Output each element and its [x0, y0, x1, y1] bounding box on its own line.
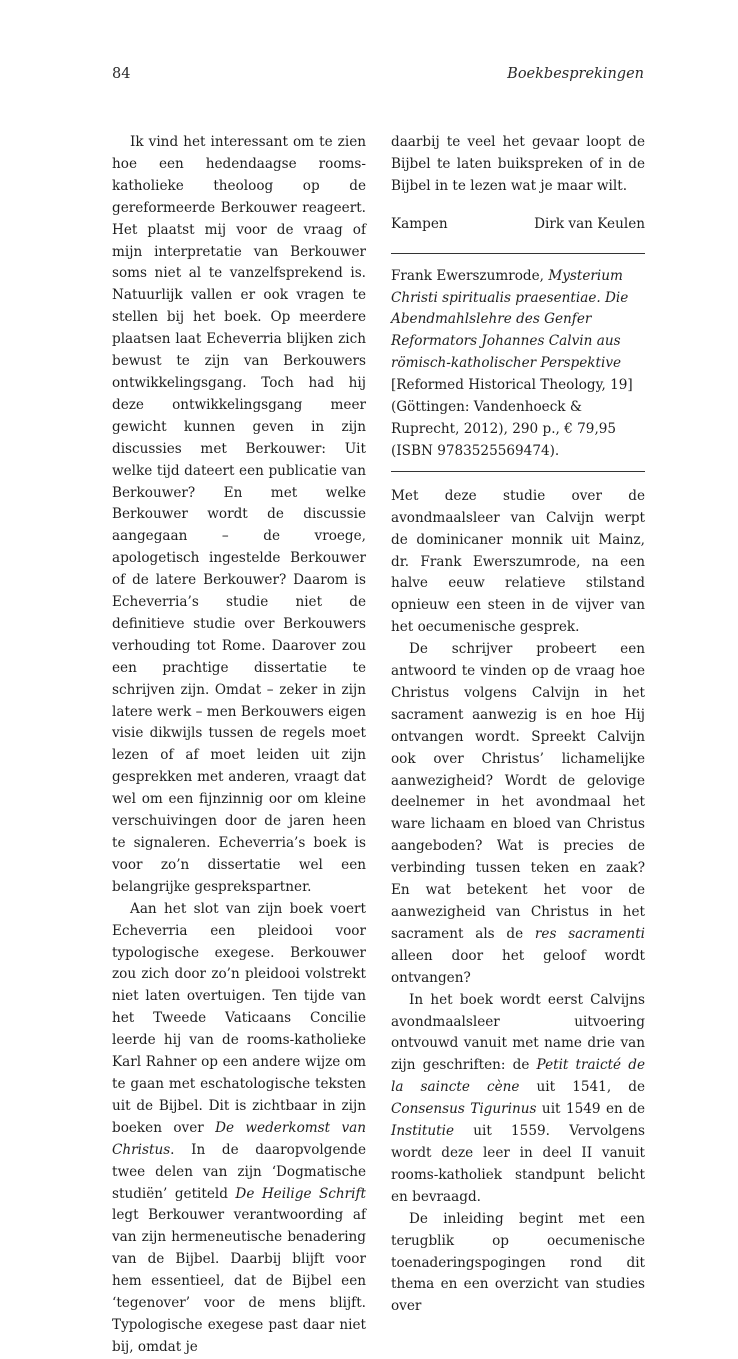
paragraph: Ik vind het interessant om te zien hoe een hedendaagse rooms-katholieke theoloog op de gereformeerde Berkouwer reageert. Het plaatst mij voor de vraag of mijn interpretatie van Berkouwer soms niet al te vanzelfsprekend is. Natuurlijk vallen er ook vragen te stellen bij het boek. Op meerdere plaatsen laat Echeverria blijken zich bewust te zijn van Berkouwers ontwikkelingsgang. Toch had hij deze ontwikkelingsgang meer gewicht kunnen geven in zijn discussies met Berkouwer: Uit welke tijd dateert een publicatie van Berkouwer? En met welke Berkouwer wordt de discussie aangegaan – de vroege, apologetisch ingestelde Berkouwer of de latere Berkouwer? Daarom is Echeverria’s studie niet de definitieve studie over Berkouwers verhouding tot Rome. Daarover zou een prachtige dissertatie te schrijven zijn. Omdat – zeker in zijn latere werk – men Berkouwers eigen visie dikwijls tussen de regels moet lezen of af moet leiden uit zijn gesprekken met anderen, vraagt dat wel om een fijnzinnig oor om kleine verschuivingen door de jaren heen te signaleren. Echeverria’s boek is voor zo’n dissertatie wel een belangrijke gesprekspartner. — [112, 134, 366, 895]
bib-author: Frank Ewerszumrode, — [391, 267, 549, 284]
divider-rule — [391, 471, 645, 472]
text-run: uit 1549 en de — [536, 1101, 645, 1118]
book-title: De wederkomst van Christus — [112, 1119, 366, 1158]
running-head: Boekbesprekingen — [507, 66, 644, 82]
work-title: Institutie — [391, 1123, 454, 1140]
book-title: De Heilige Schrift — [235, 1185, 367, 1202]
review-signature — [391, 214, 645, 236]
paragraph — [391, 639, 645, 990]
bib-title: Mysterium Christi spiritualis praesentiae. Die Abendmahlslehre des Genfer Reformators Johannes Calvin aus römisch-katholischer Perspektive — [391, 267, 629, 372]
signature-place: Kampen — [391, 215, 448, 232]
paragraph — [391, 990, 645, 1209]
signature-name: Dirk van Keulen — [534, 215, 645, 232]
text-run: Aan het slot van zijn boek voert Echeverria een pleidooi voor typologische exegese. Berkouwer zou zich door zo’n pleidooi volstrekt niet laten overtuigen. Ten tijde van het Tweede Vaticaans Concilie leerde hij van de rooms-katholieke Karl Rahner op een andere wijze om te gaan met eschatologische teksten uit de Bijbel. Dit is zichtbaar in zijn boeken over — [112, 900, 366, 1136]
text-run: uit 1541, de — [519, 1079, 645, 1096]
work-title: Petit traicté de la saincte cène — [391, 1057, 645, 1096]
page-number: 84 — [112, 66, 131, 82]
right-column — [391, 132, 645, 1318]
left-column — [112, 132, 366, 1359]
text-run: In het boek wordt eerst Calvijns avondmaalsleer uitvoering ontvouwd vanuit met name drie van zijn geschriften: de — [391, 991, 645, 1074]
paragraph: Met deze studie over de avondmaalsleer van Calvijn werpt de dominicaner monnik uit Mainz, dr. Frank Ewerszumrode, na een halve eeuw relatieve stilstand opnieuw een steen in de vijver van het oecumenische gesprek. — [391, 487, 645, 636]
paragraph: De inleiding begint met een terugblik op oecumenische toenaderingspogingen rond dit thema en een overzicht van studies over — [391, 1210, 645, 1315]
text-run: uit 1559. Vervolgens wordt deze leer in deel II vanuit rooms-katholiek standpunt belicht en bevraagd. — [391, 1123, 645, 1205]
divider-rule — [391, 253, 645, 254]
text-run: legt Berkouwer verantwoording af van zijn hermeneutische benadering van de Bijbel. Daarbij blijft voor hem essentieel, dat de Bijbel een ‘tegenover’ voor de mens blijft. Typologische exegese past daar niet bij, omdat je — [112, 1207, 366, 1355]
text-run: De schrijver probeert een antwoord te vinden op de vraag hoe Christus volgens Calvijn in het sacrament aanwezig is en hoe Hij ontvangen wordt. Spreekt Calvijn ook over Christus’ lichamelijke aanwezigheid? Wordt de gelovige deelnemer in het avondmaal het ware lichaam en bloed van Christus aangeboden? Wat is precies de verbinding tussen teken en zaak? En wat betekent het voor de aanwezigheid van Christus in het sacrament als de — [391, 641, 645, 942]
bibliographic-entry — [391, 266, 645, 463]
work-title: Consensus Tigurinus — [391, 1101, 537, 1118]
text-run: . In de daaropvolgende twee delen van zijn ‘Dogmatische studiën’ getiteld — [112, 1141, 366, 1202]
latin-term: res sacramenti — [534, 925, 646, 942]
paragraph — [112, 899, 366, 1359]
paragraph-continuation: daarbij te veel het gevaar loopt de Bijbel te laten buikspreken of in de Bijbel in te lezen wat je maar wilt. — [391, 134, 645, 194]
bib-details: [Reformed Historical Theology, 19] (Göttingen: Vandenhoeck & Ruprecht, 2012), 290 p., € 79,95 (ISBN 9783525569474). — [391, 377, 633, 459]
text-run: alleen door het geloof wordt ontvangen? — [391, 947, 645, 986]
